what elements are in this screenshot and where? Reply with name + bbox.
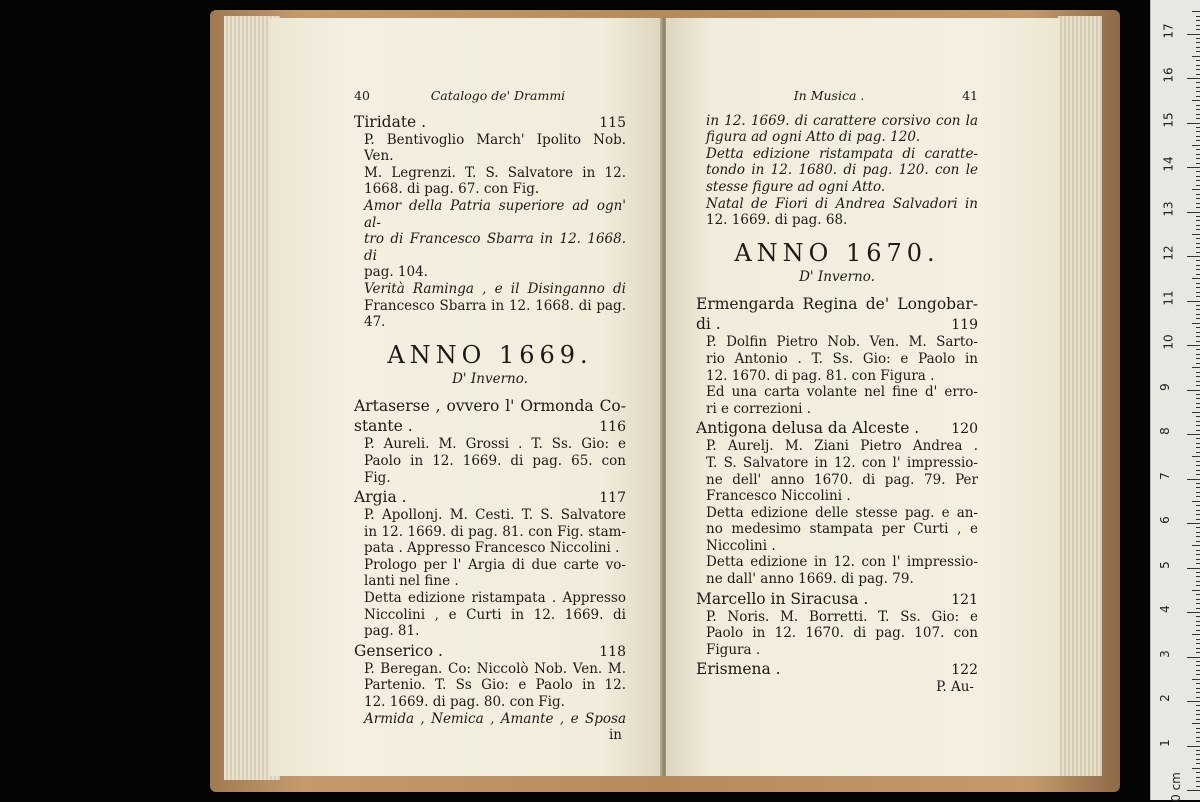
ruler-tick <box>1196 554 1200 555</box>
entry-number: 119 <box>951 317 978 334</box>
entry-text-line: pag. 81. <box>364 623 420 640</box>
entry-text-line: T. S. Salvatore in 12. con l' impressio- <box>706 454 978 471</box>
entry-text-line: Detta edizione ristampata di caratte- <box>706 145 978 162</box>
ruler-tick <box>1196 763 1200 764</box>
entry-title: Genserico . <box>354 641 443 660</box>
ruler-label: 6 <box>1157 516 1172 524</box>
ruler-tick <box>1196 16 1200 17</box>
ruler-tick <box>1196 158 1200 159</box>
ruler-tick <box>1187 256 1200 257</box>
ruler-label: 13 <box>1161 200 1176 217</box>
left-bottom-entries <box>354 397 626 744</box>
ruler-tick <box>1196 185 1200 186</box>
ruler-tick <box>1192 323 1200 324</box>
entry-title: Marcello in Siracusa . <box>696 589 869 608</box>
left-running-head <box>354 88 626 105</box>
ruler-tick <box>1196 398 1200 399</box>
left-page <box>270 18 662 776</box>
ruler-tick <box>1196 349 1200 350</box>
entry-text-line: 12. 1670. di pag. 81. con Figura . <box>706 367 935 384</box>
ruler-tick <box>1187 790 1200 791</box>
entry-text-line: ne dell' anno 1670. di pag. 79. Per <box>706 471 978 488</box>
right-page-edges <box>1058 16 1102 776</box>
ruler-tick <box>1196 229 1200 230</box>
entry-number: 121 <box>951 591 978 608</box>
entry-text-line: lanti nel fine . <box>364 573 459 590</box>
ruler-tick <box>1196 238 1200 239</box>
ruler-label: 3 <box>1157 649 1172 658</box>
ruler-tick <box>1196 705 1200 706</box>
ruler-tick <box>1196 599 1200 600</box>
ruler-label: 16 <box>1161 67 1176 83</box>
ruler-label: 12 <box>1161 245 1176 261</box>
ruler-tick <box>1187 390 1200 391</box>
ruler-tick <box>1196 118 1200 119</box>
ruler-label: 14 <box>1161 156 1176 172</box>
entry-title-line <box>696 660 978 679</box>
entry-number: 115 <box>599 114 626 131</box>
entry-text-line: in 12. 1669. di pag. 81. con Fig. stam- <box>364 523 626 540</box>
ruler-tick <box>1196 260 1200 261</box>
ruler-tick <box>1192 189 1200 190</box>
ruler-tick <box>1196 527 1200 528</box>
ruler-tick <box>1187 167 1200 168</box>
ruler-tick <box>1187 746 1200 747</box>
entry-text-line: P. Dolfin Pietro Nob. Ven. M. Sarto- <box>706 334 978 351</box>
ruler-tick <box>1187 78 1200 79</box>
left-top-entries <box>354 113 626 331</box>
entry-number: 116 <box>599 419 626 436</box>
ruler-tick <box>1196 318 1200 319</box>
ruler-tick <box>1196 127 1200 128</box>
ruler-tick <box>1196 51 1200 52</box>
entry-text-line: M. Legrenzi. T. S. Salvatore in 12. <box>364 164 626 181</box>
ruler-tick <box>1196 772 1200 773</box>
ruler-label: 1 <box>1157 738 1172 747</box>
ruler-tick <box>1192 234 1200 235</box>
entry-text-line: stesse figure ad ogni Atto. <box>706 178 886 195</box>
entry-text-line: Francesco Sbarra in 12. 1668. di pag. <box>364 297 626 314</box>
ruler-tick <box>1192 278 1200 279</box>
entry-title: Ermengarda Regina de' Longobar- <box>696 295 978 314</box>
ruler-label: 11 <box>1161 289 1176 306</box>
ruler-label: 7 <box>1157 471 1172 480</box>
ruler-tick <box>1196 465 1200 466</box>
entry-text-line: 12. 1669. di pag. 80. con Fig. <box>364 694 565 711</box>
ruler-tick <box>1196 732 1200 733</box>
entry-number: 122 <box>951 662 978 679</box>
entry-title: Erismena . <box>696 660 781 679</box>
entry-text-line: Natal de Fiori di Andrea Salvadori in <box>706 195 978 212</box>
ruler-tick <box>1196 140 1200 141</box>
entry-title-line <box>696 590 978 609</box>
ruler-tick <box>1196 452 1200 453</box>
ruler-tick <box>1196 630 1200 631</box>
right-year-heading: ANNO 1670. <box>734 238 940 267</box>
ruler-tick <box>1196 505 1200 506</box>
entry-text-line: P. Aurelj. M. Ziani Pietro Andrea . <box>706 438 978 455</box>
ruler-tick <box>1196 563 1200 564</box>
entry-title-line <box>354 488 626 507</box>
ruler-tick <box>1196 728 1200 729</box>
entry-title: Artaserse , ovvero l' Ormonda Co- <box>354 397 626 416</box>
ruler-tick <box>1196 581 1200 582</box>
ruler-tick <box>1196 354 1200 355</box>
ruler-tick <box>1196 416 1200 417</box>
entry-text-line: P. Aureli. M. Grossi . T. Ss. Gio: e <box>364 436 626 453</box>
ruler-tick <box>1196 536 1200 537</box>
measurement-ruler <box>1150 0 1200 800</box>
entry-text-line: Partenio. T. Ss Gio: e Paolo in 12. <box>364 677 626 694</box>
ruler-tick <box>1196 754 1200 755</box>
ruler-tick <box>1196 541 1200 542</box>
ruler-tick <box>1196 25 1200 26</box>
ruler-tick <box>1192 679 1200 680</box>
ruler-tick <box>1196 180 1200 181</box>
ruler-tick <box>1196 243 1200 244</box>
ruler-tick <box>1196 163 1200 164</box>
ruler-tick <box>1196 109 1200 110</box>
ruler-tick <box>1196 176 1200 177</box>
ruler-tick <box>1196 616 1200 617</box>
ruler-tick <box>1196 559 1200 560</box>
ruler-tick <box>1196 247 1200 248</box>
ruler-tick <box>1192 501 1200 502</box>
ruler-label: 2 <box>1157 694 1172 702</box>
ruler-tick <box>1196 514 1200 515</box>
ruler-tick <box>1196 198 1200 199</box>
ruler-tick <box>1196 670 1200 671</box>
ruler-tick <box>1196 194 1200 195</box>
entry-text-line: tondo in 12. 1680. di pag. 120. con le <box>706 162 978 179</box>
ruler-tick <box>1196 643 1200 644</box>
ruler-tick <box>1196 438 1200 439</box>
ruler-label: 5 <box>1157 560 1172 569</box>
right-bottom-entries <box>696 295 978 696</box>
right-season: D' Inverno. <box>799 268 875 285</box>
ruler-tick <box>1196 287 1200 288</box>
entry-text-line: Detta edizione in 12. con l' impressio- <box>706 554 978 571</box>
ruler-tick <box>1196 648 1200 649</box>
ruler-tick <box>1196 621 1200 622</box>
ruler-tick <box>1196 421 1200 422</box>
ruler-tick <box>1196 741 1200 742</box>
right-page-number: 41 <box>962 88 978 103</box>
entry-text-line: in 12. 1669. di carattere corsivo con la <box>706 112 978 129</box>
ruler-tick <box>1192 590 1200 591</box>
entry-title: stante . <box>354 417 413 436</box>
ruler-label: 9 <box>1157 382 1172 391</box>
ruler-tick <box>1196 608 1200 609</box>
entry-text-line: Niccolini . <box>706 537 776 554</box>
ruler-tick <box>1192 634 1200 635</box>
ruler-tick <box>1196 470 1200 471</box>
ruler-tick <box>1196 38 1200 39</box>
entry-text-line: figura ad ogni Atto di pag. 120. <box>706 129 921 146</box>
ruler-tick <box>1196 283 1200 284</box>
ruler-tick <box>1196 149 1200 150</box>
entry-text-line: Verità Raminga , e il Disinganno di <box>364 280 626 297</box>
entry-text-line: Ed una carta volante nel fine d' erro- <box>706 384 978 401</box>
ruler-tick <box>1196 585 1200 586</box>
ruler-tick <box>1192 412 1200 413</box>
entry-text-line: P. Apollonj. M. Cesti. T. S. Salvatore <box>364 507 626 524</box>
ruler-label: 15 <box>1161 111 1176 128</box>
entry-text-line: Francesco Niccolini . <box>706 488 851 505</box>
entry-text-line: pag. 104. <box>364 264 428 281</box>
ruler-tick <box>1187 612 1200 613</box>
ruler-tick <box>1196 42 1200 43</box>
entry-title-line <box>696 419 978 438</box>
ruler-tick <box>1196 603 1200 604</box>
ruler-tick <box>1196 309 1200 310</box>
ruler-tick <box>1196 674 1200 675</box>
entry-text-line: Amor della Patria superiore ad ogn' al- <box>364 197 626 231</box>
entry-text-line: Paolo in 12. 1670. di pag. 107. con <box>706 625 978 642</box>
ruler-tick <box>1196 496 1200 497</box>
ruler-tick <box>1196 60 1200 61</box>
ruler-tick <box>1196 750 1200 751</box>
ruler-tick <box>1192 145 1200 146</box>
ruler-tick <box>1196 269 1200 270</box>
ruler-tick <box>1196 296 1200 297</box>
right-running-head <box>696 88 978 105</box>
entry-title: Tiridate . <box>354 112 427 131</box>
entry-text-line: Detta edizione delle stesse pag. e an- <box>706 504 978 521</box>
ruler-tick <box>1196 265 1200 266</box>
ruler-tick <box>1196 594 1200 595</box>
entry-text-line: Figura . <box>706 641 761 658</box>
catchword: in <box>608 727 622 744</box>
entry-text-line: 1668. di pag. 67. con Fig. <box>364 181 540 198</box>
ruler-tick <box>1187 34 1200 35</box>
ruler-tick <box>1196 786 1200 787</box>
ruler-tick <box>1196 759 1200 760</box>
ruler-tick <box>1187 657 1200 658</box>
ruler-tick <box>1196 492 1200 493</box>
ruler-label: 17 <box>1161 22 1176 39</box>
entry-text-line: 47. <box>364 314 386 331</box>
ruler-label: 8 <box>1157 427 1172 435</box>
left-year-heading: ANNO 1669. <box>387 340 593 369</box>
entry-title: di . <box>696 315 721 334</box>
entry-title: Antigona delusa da Alceste . <box>696 419 920 438</box>
entry-text-line: Fig. <box>364 469 391 486</box>
ruler-tick <box>1196 519 1200 520</box>
ruler-tick <box>1196 385 1200 386</box>
ruler-tick <box>1196 225 1200 226</box>
ruler-tick <box>1196 372 1200 373</box>
right-page <box>666 18 1060 776</box>
ruler-tick <box>1196 447 1200 448</box>
ruler-tick <box>1187 212 1200 213</box>
catchword: P. Au- <box>936 679 974 696</box>
ruler-tick <box>1192 723 1200 724</box>
ruler-tick <box>1196 341 1200 342</box>
ruler-tick <box>1196 29 1200 30</box>
entry-text-line: Prologo per l' Argia di due carte vo- <box>364 556 626 573</box>
entry-number: 117 <box>599 490 626 507</box>
ruler-tick <box>1196 358 1200 359</box>
entry-text-line: pata . Appresso Francesco Niccolini . <box>364 540 620 557</box>
entry-text-line: Armida , Nemica , Amante , e Sposa <box>364 710 626 727</box>
ruler-tick <box>1196 719 1200 720</box>
entry-title-line <box>354 417 626 436</box>
entry-title: Argia . <box>354 488 407 507</box>
ruler-tick <box>1196 65 1200 66</box>
ruler-tick <box>1196 332 1200 333</box>
entry-number: 118 <box>599 643 626 660</box>
right-running-title: In Musica . <box>793 88 865 103</box>
ruler-tick <box>1187 345 1200 346</box>
entry-text-line: Detta edizione ristampata . Appresso <box>364 590 626 607</box>
ruler-tick <box>1196 443 1200 444</box>
entry-number: 120 <box>951 421 978 438</box>
ruler-tick <box>1196 683 1200 684</box>
ruler-tick <box>1196 207 1200 208</box>
ruler-tick <box>1196 91 1200 92</box>
ruler-tick <box>1196 576 1200 577</box>
ruler-tick <box>1196 777 1200 778</box>
ruler-tick <box>1187 479 1200 480</box>
ruler-tick <box>1196 381 1200 382</box>
entry-text-line: 12. 1669. di pag. 68. <box>706 212 848 229</box>
entry-text-line: tro di Francesco Sbarra in 12. 1668. di <box>364 231 626 264</box>
ruler-tick <box>1196 336 1200 337</box>
ruler-tick <box>1196 461 1200 462</box>
ruler-tick <box>1196 252 1200 253</box>
ruler-tick <box>1192 545 1200 546</box>
ruler-tick <box>1196 394 1200 395</box>
entry-text-line: P. Bentivoglio March' Ipolito Nob. Ven. <box>364 131 626 165</box>
ruler-tick <box>1196 154 1200 155</box>
ruler-tick <box>1196 403 1200 404</box>
ruler-tick <box>1196 425 1200 426</box>
ruler-tick <box>1196 639 1200 640</box>
ruler-tick <box>1196 572 1200 573</box>
ruler-tick <box>1196 82 1200 83</box>
entry-text-line: ne dall' anno 1669. di pag. 79. <box>706 571 914 588</box>
ruler-tick <box>1196 430 1200 431</box>
entry-text-line: ri e correzioni . <box>706 400 812 417</box>
left-running-title: Catalogo de' Drammi <box>430 88 566 103</box>
ruler-tick <box>1196 625 1200 626</box>
ruler-tick <box>1196 550 1200 551</box>
ruler-tick <box>1196 474 1200 475</box>
ruler-tick <box>1187 301 1200 302</box>
ruler-tick <box>1196 96 1200 97</box>
ruler-tick <box>1192 367 1200 368</box>
ruler-label: 0 cm <box>1168 772 1183 802</box>
ruler-tick <box>1196 69 1200 70</box>
ruler-tick <box>1192 11 1200 12</box>
entry-text-line: Niccolini , e Curti in 12. 1669. di <box>364 606 626 623</box>
ruler-tick <box>1196 483 1200 484</box>
ruler-tick <box>1196 363 1200 364</box>
ruler-tick <box>1196 737 1200 738</box>
entry-text-line: rio Antonio . T. Ss. Gio: e Paolo in <box>706 350 978 367</box>
ruler-tick <box>1196 714 1200 715</box>
ruler-tick <box>1196 171 1200 172</box>
ruler-tick <box>1196 220 1200 221</box>
ruler-tick <box>1196 692 1200 693</box>
ruler-tick <box>1196 652 1200 653</box>
ruler-tick <box>1196 47 1200 48</box>
left-page-number: 40 <box>354 88 370 103</box>
ruler-tick <box>1196 376 1200 377</box>
entry-title-line <box>354 642 626 661</box>
ruler-tick <box>1196 87 1200 88</box>
left-season: D' Inverno. <box>452 370 528 387</box>
ruler-tick <box>1196 532 1200 533</box>
ruler-tick <box>1196 20 1200 21</box>
ruler-tick <box>1187 123 1200 124</box>
ruler-tick <box>1196 216 1200 217</box>
ruler-tick <box>1196 203 1200 204</box>
ruler-tick <box>1196 487 1200 488</box>
ruler-tick <box>1196 697 1200 698</box>
ruler-label: 10 <box>1161 334 1176 350</box>
left-page-text <box>354 88 626 744</box>
entry-title-line <box>354 113 626 132</box>
ruler-tick <box>1196 105 1200 106</box>
ruler-tick <box>1196 114 1200 115</box>
ruler-tick <box>1196 131 1200 132</box>
ruler-tick <box>1187 434 1200 435</box>
ruler-tick <box>1196 74 1200 75</box>
ruler-tick <box>1196 292 1200 293</box>
ruler-tick <box>1196 510 1200 511</box>
ruler-label: 4 <box>1157 605 1172 613</box>
entry-text-line: Paolo in 12. 1669. di pag. 65. con <box>364 452 626 469</box>
ruler-tick <box>1196 781 1200 782</box>
ruler-tick <box>1196 274 1200 275</box>
ruler-tick <box>1192 56 1200 57</box>
entry-text-line: no medesimo stampata per Curti , e <box>706 521 978 538</box>
ruler-tick <box>1196 407 1200 408</box>
ruler-tick <box>1196 710 1200 711</box>
entry-text-line: P. Noris. M. Borretti. T. Ss. Gio: e <box>706 608 978 625</box>
ruler-tick <box>1196 665 1200 666</box>
ruler-tick <box>1192 456 1200 457</box>
ruler-tick <box>1187 568 1200 569</box>
ruler-tick <box>1187 701 1200 702</box>
ruler-tick <box>1192 768 1200 769</box>
ruler-tick <box>1196 314 1200 315</box>
ruler-tick <box>1196 661 1200 662</box>
ruler-tick <box>1196 305 1200 306</box>
right-page-text <box>696 88 978 696</box>
entry-title-line <box>696 315 978 334</box>
ruler-tick <box>1196 688 1200 689</box>
entry-text-line: P. Beregan. Co: Niccolò Nob. Ven. M. <box>364 660 626 677</box>
ruler-tick <box>1192 100 1200 101</box>
ruler-tick <box>1196 327 1200 328</box>
right-top-entries <box>696 113 978 229</box>
ruler-tick <box>1187 523 1200 524</box>
ruler-tick <box>1196 136 1200 137</box>
